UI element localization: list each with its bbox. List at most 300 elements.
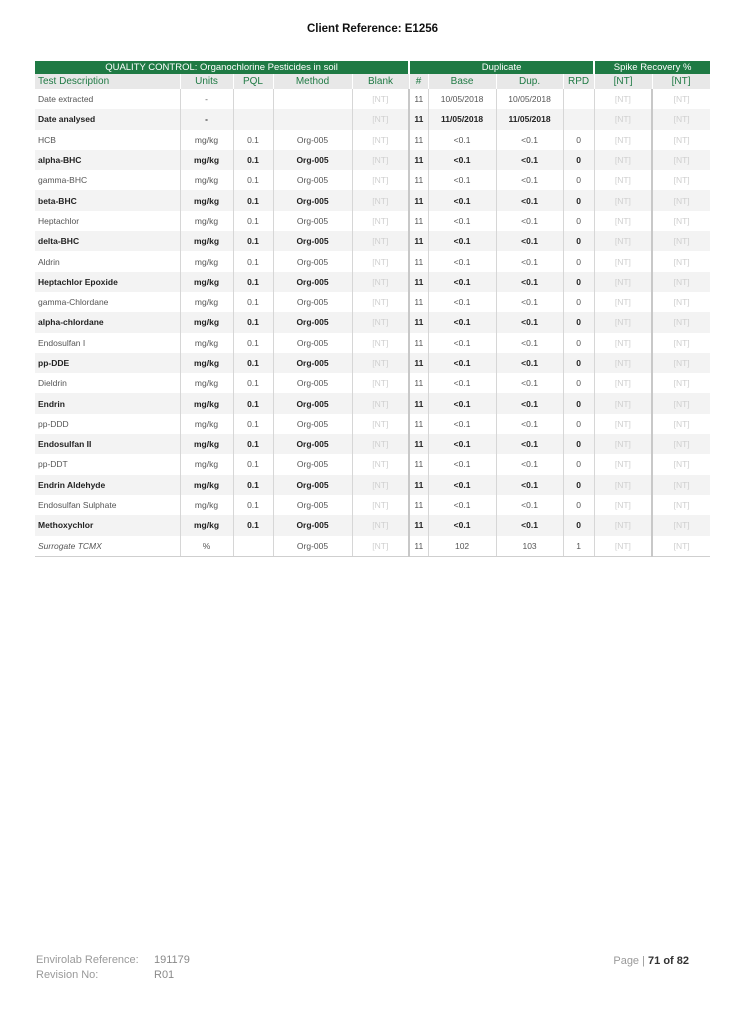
cell-nt-1: [NT] bbox=[594, 353, 652, 373]
cell-method: Org-005 bbox=[273, 373, 352, 393]
cell-rpd: 0 bbox=[563, 515, 594, 535]
client-reference: Client Reference: E1256 bbox=[306, 23, 439, 35]
cell-blank: [NT] bbox=[352, 190, 409, 210]
cell-nt-1: [NT] bbox=[594, 475, 652, 495]
table-row bbox=[35, 211, 710, 231]
cell-blank: [NT] bbox=[352, 211, 409, 231]
table-row bbox=[35, 109, 710, 129]
cell-number: 11 bbox=[409, 536, 428, 557]
cell-blank: [NT] bbox=[352, 150, 409, 170]
cell-test-description: Aldrin bbox=[35, 251, 180, 271]
cell-nt-2: [NT] bbox=[673, 378, 690, 389]
cell-test-description: alpha-BHC bbox=[35, 150, 180, 170]
cell-method: Org-005 bbox=[273, 150, 352, 170]
cell-blank: [NT] bbox=[352, 475, 409, 495]
cell-nt-1: [NT] bbox=[594, 495, 652, 515]
cell-blank: [NT] bbox=[352, 130, 409, 150]
cell-rpd: 0 bbox=[563, 312, 594, 332]
cell-nt-1: [NT] bbox=[594, 536, 652, 557]
table-row bbox=[35, 373, 710, 393]
cell-units: - bbox=[180, 89, 233, 109]
col-number: # bbox=[409, 74, 428, 89]
table-row bbox=[35, 150, 710, 170]
cell-number: 11 bbox=[409, 393, 428, 413]
cell-test-description: Methoxychlor bbox=[35, 515, 180, 535]
cell-dup: <0.1 bbox=[496, 211, 563, 231]
col-blank: Blank bbox=[352, 74, 409, 89]
cell-method: Org-005 bbox=[273, 333, 352, 353]
cell-dup: <0.1 bbox=[496, 454, 563, 474]
cell-nt-2: [NT] bbox=[652, 231, 710, 251]
cell-pql: 0.1 bbox=[233, 353, 273, 373]
cell-blank: [NT] bbox=[352, 515, 409, 535]
col-base: Base bbox=[428, 74, 496, 89]
cell-nt-2: [NT] bbox=[673, 459, 690, 470]
cell-base: <0.1 bbox=[428, 434, 496, 454]
cell-rpd: 0 bbox=[563, 292, 594, 312]
cell-nt-2: [NT] bbox=[673, 418, 690, 429]
cell-rpd: 0 bbox=[563, 454, 594, 474]
cell-units: mg/kg bbox=[180, 170, 233, 190]
cell-number: 11 bbox=[409, 150, 428, 170]
cell-test-description: pp-DDD bbox=[35, 414, 180, 434]
cell-dup: <0.1 bbox=[496, 434, 563, 454]
cell-nt-2: [NT] bbox=[673, 94, 690, 105]
cell-nt-1: [NT] bbox=[594, 373, 652, 393]
cell-dup: <0.1 bbox=[496, 414, 563, 434]
cell-blank: [NT] bbox=[352, 231, 409, 251]
cell-base: <0.1 bbox=[428, 353, 496, 373]
table-row bbox=[35, 272, 710, 292]
cell-pql: 0.1 bbox=[233, 414, 273, 434]
cell-number: 11 bbox=[409, 475, 428, 495]
cell-units: mg/kg bbox=[180, 251, 233, 271]
cell-method: Org-005 bbox=[273, 434, 352, 454]
cell-blank: [NT] bbox=[352, 251, 409, 271]
table-row bbox=[35, 292, 710, 312]
cell-blank: [NT] bbox=[352, 495, 409, 515]
cell-units: mg/kg bbox=[180, 130, 233, 150]
cell-nt-1: [NT] bbox=[594, 251, 652, 271]
cell-base: <0.1 bbox=[428, 130, 496, 150]
cell-method: Org-005 bbox=[273, 495, 352, 515]
cell-test-description: pp-DDE bbox=[35, 353, 180, 373]
cell-nt-2: [NT] bbox=[652, 190, 710, 210]
revision-number bbox=[36, 968, 190, 983]
cell-test-description: Heptachlor Epoxide bbox=[35, 272, 180, 292]
cell-units: mg/kg bbox=[180, 353, 233, 373]
col-nt-2: [NT] bbox=[652, 74, 710, 89]
cell-dup: 10/05/2018 bbox=[496, 89, 563, 109]
cell-base: <0.1 bbox=[428, 475, 496, 495]
cell-dup: <0.1 bbox=[496, 150, 563, 170]
cell-number: 11 bbox=[409, 130, 428, 150]
cell-number: 11 bbox=[409, 231, 428, 251]
cell-number: 11 bbox=[409, 89, 428, 109]
cell-nt-2: [NT] bbox=[673, 134, 690, 145]
cell-rpd: 0 bbox=[563, 353, 594, 373]
cell-rpd: 0 bbox=[563, 231, 594, 251]
cell-method: Org-005 bbox=[273, 515, 352, 535]
cell-dup: <0.1 bbox=[496, 393, 563, 413]
cell-nt-2: [NT] bbox=[652, 272, 710, 292]
cell-number: 11 bbox=[409, 272, 428, 292]
cell-method bbox=[273, 109, 352, 129]
cell-nt-1: [NT] bbox=[594, 333, 652, 353]
cell-units: mg/kg bbox=[180, 190, 233, 210]
cell-units: mg/kg bbox=[180, 231, 233, 251]
cell-method: Org-005 bbox=[273, 414, 352, 434]
cell-test-description: Endrin Aldehyde bbox=[35, 475, 180, 495]
cell-pql bbox=[233, 89, 273, 109]
cell-number: 11 bbox=[409, 454, 428, 474]
cell-number: 11 bbox=[409, 333, 428, 353]
cell-number: 11 bbox=[409, 353, 428, 373]
cell-dup: <0.1 bbox=[496, 495, 563, 515]
cell-dup: <0.1 bbox=[496, 251, 563, 271]
cell-test-description: alpha-chlordane bbox=[35, 312, 180, 332]
cell-number: 11 bbox=[409, 312, 428, 332]
cell-base: 11/05/2018 bbox=[428, 109, 496, 129]
cell-nt-1: [NT] bbox=[594, 170, 652, 190]
cell-base: <0.1 bbox=[428, 515, 496, 535]
cell-base: <0.1 bbox=[428, 251, 496, 271]
cell-base: <0.1 bbox=[428, 190, 496, 210]
cell-dup: <0.1 bbox=[496, 312, 563, 332]
cell-method: Org-005 bbox=[273, 292, 352, 312]
table-row bbox=[35, 536, 710, 557]
table-row bbox=[35, 434, 710, 454]
cell-base: <0.1 bbox=[428, 393, 496, 413]
table-row bbox=[35, 393, 710, 413]
cell-blank: [NT] bbox=[352, 89, 409, 109]
cell-rpd: 0 bbox=[563, 272, 594, 292]
cell-number: 11 bbox=[409, 414, 428, 434]
cell-nt-1: [NT] bbox=[594, 312, 652, 332]
cell-test-description: delta-BHC bbox=[35, 231, 180, 251]
cell-rpd: 0 bbox=[563, 333, 594, 353]
cell-test-description: Surrogate TCMX bbox=[35, 536, 180, 557]
cell-dup: <0.1 bbox=[496, 475, 563, 495]
cell-rpd: 0 bbox=[563, 251, 594, 271]
table-row bbox=[35, 170, 710, 190]
cell-number: 11 bbox=[409, 211, 428, 231]
cell-nt-2: [NT] bbox=[673, 175, 690, 186]
cell-test-description: Heptachlor bbox=[35, 211, 180, 231]
cell-nt-1: [NT] bbox=[594, 231, 652, 251]
cell-blank: [NT] bbox=[352, 272, 409, 292]
envirolab-reference bbox=[36, 953, 190, 968]
table-row bbox=[35, 130, 710, 150]
cell-base: <0.1 bbox=[428, 231, 496, 251]
cell-pql: 0.1 bbox=[233, 251, 273, 271]
table-row bbox=[35, 312, 710, 332]
cell-base: <0.1 bbox=[428, 150, 496, 170]
cell-base: <0.1 bbox=[428, 211, 496, 231]
cell-base: <0.1 bbox=[428, 495, 496, 515]
cell-blank: [NT] bbox=[352, 434, 409, 454]
cell-dup: <0.1 bbox=[496, 130, 563, 150]
cell-test-description: Endosulfan II bbox=[35, 434, 180, 454]
cell-base: <0.1 bbox=[428, 373, 496, 393]
table-row bbox=[35, 231, 710, 251]
cell-method: Org-005 bbox=[273, 170, 352, 190]
cell-units: mg/kg bbox=[180, 414, 233, 434]
cell-pql: 0.1 bbox=[233, 150, 273, 170]
cell-blank: [NT] bbox=[352, 333, 409, 353]
cell-blank: [NT] bbox=[352, 170, 409, 190]
page-number bbox=[613, 955, 689, 967]
revision-number-label: Revision No: bbox=[36, 969, 99, 981]
cell-pql: 0.1 bbox=[233, 170, 273, 190]
col-nt-1: [NT] bbox=[594, 74, 652, 89]
cell-nt-1: [NT] bbox=[594, 190, 652, 210]
cell-pql: 0.1 bbox=[233, 434, 273, 454]
table-row bbox=[35, 333, 710, 353]
cell-nt-1: [NT] bbox=[594, 130, 652, 150]
cell-test-description: gamma-BHC bbox=[35, 170, 180, 190]
cell-rpd: 1 bbox=[563, 536, 594, 557]
cell-method: Org-005 bbox=[273, 130, 352, 150]
cell-method: Org-005 bbox=[273, 272, 352, 292]
table-row bbox=[35, 190, 710, 210]
cell-nt-2: [NT] bbox=[652, 150, 710, 170]
cell-blank: [NT] bbox=[352, 536, 409, 557]
col-dup: Dup. bbox=[496, 74, 563, 89]
cell-nt-1: [NT] bbox=[594, 150, 652, 170]
cell-number: 11 bbox=[409, 373, 428, 393]
cell-nt-2: [NT] bbox=[673, 256, 690, 267]
cell-units: mg/kg bbox=[180, 272, 233, 292]
cell-rpd: 0 bbox=[563, 393, 594, 413]
duplicate-group-header: Duplicate bbox=[409, 61, 594, 74]
cell-units: mg/kg bbox=[180, 312, 233, 332]
cell-dup: <0.1 bbox=[496, 515, 563, 535]
cell-units: mg/kg bbox=[180, 495, 233, 515]
cell-pql: 0.1 bbox=[233, 312, 273, 332]
cell-units: mg/kg bbox=[180, 434, 233, 454]
cell-blank: [NT] bbox=[352, 292, 409, 312]
cell-rpd: 0 bbox=[563, 495, 594, 515]
cell-pql: 0.1 bbox=[233, 454, 273, 474]
envirolab-reference-label: Envirolab Reference: bbox=[36, 954, 139, 966]
cell-blank: [NT] bbox=[352, 393, 409, 413]
cell-pql: 0.1 bbox=[233, 130, 273, 150]
cell-number: 11 bbox=[409, 495, 428, 515]
cell-base: <0.1 bbox=[428, 312, 496, 332]
cell-rpd: 0 bbox=[563, 475, 594, 495]
cell-base: <0.1 bbox=[428, 414, 496, 434]
cell-nt-2: [NT] bbox=[673, 297, 690, 308]
cell-pql: 0.1 bbox=[233, 272, 273, 292]
column-header-row bbox=[35, 74, 710, 89]
cell-method: Org-005 bbox=[273, 231, 352, 251]
cell-rpd: 0 bbox=[563, 414, 594, 434]
cell-units: mg/kg bbox=[180, 211, 233, 231]
cell-number: 11 bbox=[409, 292, 428, 312]
cell-nt-1: [NT] bbox=[594, 393, 652, 413]
cell-method: Org-005 bbox=[273, 312, 352, 332]
cell-units: mg/kg bbox=[180, 373, 233, 393]
col-method: Method bbox=[273, 74, 352, 89]
cell-pql bbox=[233, 536, 273, 557]
cell-test-description: Endosulfan Sulphate bbox=[35, 495, 180, 515]
cell-method: Org-005 bbox=[273, 454, 352, 474]
cell-test-description: Dieldrin bbox=[35, 373, 180, 393]
qc-group-header: QUALITY CONTROL: Organochlorine Pesticides in soil bbox=[35, 61, 409, 74]
cell-nt-2: [NT] bbox=[652, 434, 710, 454]
cell-nt-2: [NT] bbox=[652, 475, 710, 495]
cell-nt-2: [NT] bbox=[652, 536, 710, 557]
col-test-description: Test Description bbox=[35, 74, 180, 89]
group-header-row bbox=[35, 61, 710, 74]
cell-blank: [NT] bbox=[352, 454, 409, 474]
cell-base: 10/05/2018 bbox=[428, 89, 496, 109]
table-row bbox=[35, 515, 710, 535]
cell-nt-1: [NT] bbox=[594, 434, 652, 454]
cell-pql: 0.1 bbox=[233, 292, 273, 312]
cell-number: 11 bbox=[409, 109, 428, 129]
table-row bbox=[35, 414, 710, 434]
envirolab-reference-value: 191179 bbox=[154, 954, 190, 966]
qc-table bbox=[35, 61, 711, 557]
cell-units: % bbox=[180, 536, 233, 557]
cell-nt-1: [NT] bbox=[594, 211, 652, 231]
cell-rpd bbox=[563, 89, 594, 109]
footer-references bbox=[36, 953, 190, 983]
col-rpd: RPD bbox=[563, 74, 594, 89]
qc-table-body bbox=[35, 89, 710, 556]
cell-nt-2: [NT] bbox=[652, 312, 710, 332]
cell-test-description: Endosulfan I bbox=[35, 333, 180, 353]
cell-test-description: pp-DDT bbox=[35, 454, 180, 474]
cell-pql: 0.1 bbox=[233, 231, 273, 251]
cell-units: mg/kg bbox=[180, 393, 233, 413]
cell-nt-1: [NT] bbox=[594, 292, 652, 312]
cell-blank: [NT] bbox=[352, 353, 409, 373]
page-value: 71 of 82 bbox=[648, 955, 689, 967]
cell-units: mg/kg bbox=[180, 292, 233, 312]
cell-rpd: 0 bbox=[563, 130, 594, 150]
table-row bbox=[35, 251, 710, 271]
cell-rpd: 0 bbox=[563, 373, 594, 393]
cell-nt-1: [NT] bbox=[594, 109, 652, 129]
cell-dup: <0.1 bbox=[496, 190, 563, 210]
cell-number: 11 bbox=[409, 515, 428, 535]
table-row bbox=[35, 353, 710, 373]
cell-units: mg/kg bbox=[180, 454, 233, 474]
cell-nt-2: [NT] bbox=[652, 353, 710, 373]
cell-base: <0.1 bbox=[428, 333, 496, 353]
cell-pql: 0.1 bbox=[233, 373, 273, 393]
cell-pql bbox=[233, 109, 273, 129]
cell-number: 11 bbox=[409, 251, 428, 271]
cell-method: Org-005 bbox=[273, 251, 352, 271]
cell-rpd bbox=[563, 109, 594, 129]
table-row bbox=[35, 89, 710, 109]
cell-blank: [NT] bbox=[352, 312, 409, 332]
cell-nt-1: [NT] bbox=[594, 272, 652, 292]
cell-dup: <0.1 bbox=[496, 333, 563, 353]
cell-blank: [NT] bbox=[352, 414, 409, 434]
cell-nt-2: [NT] bbox=[652, 515, 710, 535]
cell-test-description: gamma-Chlordane bbox=[35, 292, 180, 312]
cell-nt-1: [NT] bbox=[594, 515, 652, 535]
cell-pql: 0.1 bbox=[233, 211, 273, 231]
cell-test-description: beta-BHC bbox=[35, 190, 180, 210]
cell-dup: 11/05/2018 bbox=[496, 109, 563, 129]
spike-group-header: Spike Recovery % bbox=[594, 61, 710, 74]
cell-units: mg/kg bbox=[180, 150, 233, 170]
page-label: Page | bbox=[613, 955, 645, 967]
cell-units: mg/kg bbox=[180, 475, 233, 495]
cell-base: 102 bbox=[428, 536, 496, 557]
cell-pql: 0.1 bbox=[233, 393, 273, 413]
cell-test-description: HCB bbox=[35, 130, 180, 150]
cell-dup: <0.1 bbox=[496, 170, 563, 190]
cell-test-description: Date analysed bbox=[35, 109, 180, 129]
cell-method: Org-005 bbox=[273, 211, 352, 231]
revision-number-value: R01 bbox=[154, 969, 175, 981]
cell-base: <0.1 bbox=[428, 272, 496, 292]
cell-number: 11 bbox=[409, 170, 428, 190]
cell-nt-1: [NT] bbox=[594, 454, 652, 474]
cell-blank: [NT] bbox=[352, 109, 409, 129]
cell-pql: 0.1 bbox=[233, 515, 273, 535]
cell-dup: <0.1 bbox=[496, 231, 563, 251]
cell-rpd: 0 bbox=[563, 211, 594, 231]
cell-method bbox=[273, 89, 352, 109]
cell-dup: 103 bbox=[496, 536, 563, 557]
cell-pql: 0.1 bbox=[233, 495, 273, 515]
cell-base: <0.1 bbox=[428, 170, 496, 190]
cell-method: Org-005 bbox=[273, 536, 352, 557]
cell-rpd: 0 bbox=[563, 190, 594, 210]
cell-nt-2: [NT] bbox=[652, 393, 710, 413]
cell-nt-1: [NT] bbox=[594, 414, 652, 434]
cell-blank: [NT] bbox=[352, 373, 409, 393]
cell-method: Org-005 bbox=[273, 353, 352, 373]
cell-method: Org-005 bbox=[273, 475, 352, 495]
col-units: Units bbox=[180, 74, 233, 89]
table-row bbox=[35, 495, 710, 515]
cell-test-description: Endrin bbox=[35, 393, 180, 413]
cell-dup: <0.1 bbox=[496, 353, 563, 373]
cell-units: mg/kg bbox=[180, 515, 233, 535]
cell-dup: <0.1 bbox=[496, 373, 563, 393]
cell-units: - bbox=[180, 109, 233, 129]
cell-rpd: 0 bbox=[563, 170, 594, 190]
table-row bbox=[35, 454, 710, 474]
cell-method: Org-005 bbox=[273, 393, 352, 413]
cell-nt-2: [NT] bbox=[673, 500, 690, 511]
cell-rpd: 0 bbox=[563, 434, 594, 454]
cell-nt-2: [NT] bbox=[652, 109, 710, 129]
cell-number: 11 bbox=[409, 190, 428, 210]
col-pql: PQL bbox=[233, 74, 273, 89]
cell-pql: 0.1 bbox=[233, 190, 273, 210]
cell-test-description: Date extracted bbox=[35, 89, 180, 109]
cell-base: <0.1 bbox=[428, 454, 496, 474]
cell-rpd: 0 bbox=[563, 150, 594, 170]
cell-pql: 0.1 bbox=[233, 333, 273, 353]
cell-method: Org-005 bbox=[273, 190, 352, 210]
cell-dup: <0.1 bbox=[496, 292, 563, 312]
cell-nt-2: [NT] bbox=[673, 337, 690, 348]
cell-nt-1: [NT] bbox=[594, 89, 652, 109]
cell-nt-2: [NT] bbox=[673, 215, 690, 226]
table-row bbox=[35, 475, 710, 495]
